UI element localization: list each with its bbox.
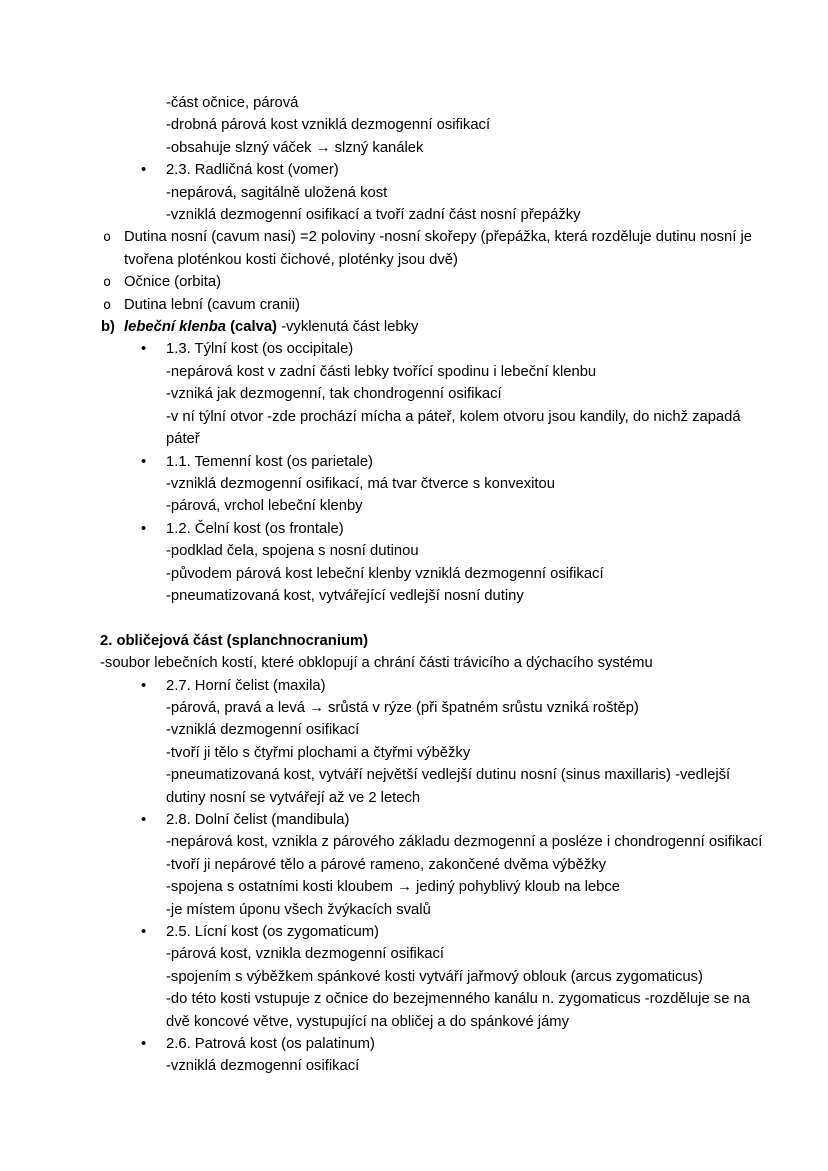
bullet-list-item <box>100 921 768 943</box>
blank-line <box>100 607 768 629</box>
circle-list-item <box>100 271 768 293</box>
paragraph-text: -vzniká jak dezmogenní, tak chondrogenní osifikací <box>166 386 502 403</box>
list-subtext <box>100 495 768 517</box>
text-run: lebeční klenba <box>124 319 231 336</box>
paragraph-text: 1.3. Týlní kost (os occipitale) <box>166 341 354 358</box>
list-subtext <box>100 876 768 898</box>
section-heading <box>100 630 768 652</box>
bullet-marker: • <box>141 453 147 470</box>
paragraph-text: 1.1. Temenní kost (os parietale) <box>166 453 373 470</box>
bullet-list-item <box>100 338 768 360</box>
circle-list-item <box>100 226 768 271</box>
paragraph-text: -je místem úponu všech žvýkacích svalů <box>166 901 431 918</box>
paragraph-text: Očnice (orbita) <box>124 274 222 291</box>
list-subtext <box>100 585 768 607</box>
circle-marker: o <box>103 229 112 246</box>
text-run: (calva) <box>230 319 277 336</box>
list-subtext <box>100 473 768 495</box>
list-subtext <box>100 361 768 383</box>
paragraph-text: -pneumatizovaná kost, vytvářející vedlejší nosní dutiny <box>166 587 524 604</box>
paragraph-text: -v ní týlní otvor -zde prochází mícha a páteř, kolem otvoru jsou kandily, do nichž zapadá páteř <box>166 408 741 448</box>
paragraph-text: 1.2. Čelní kost (os frontale) <box>166 520 344 537</box>
bullet-marker: • <box>141 677 147 694</box>
bullet-marker: • <box>141 924 147 941</box>
paragraph-text: -soubor lebečních kostí, které obklopují a chrání části trávicího a dýchacího systému <box>100 655 653 672</box>
paragraph-text: -vzniklá dezmogenní osifikací, má tvar čtverce s konvexitou <box>166 475 555 492</box>
paragraph-text: -do této kosti vstupuje z očnice do bezejmenného kanálu n. zygomaticus -rozděluje se na dvě koncové větve, vystupující na obličej a do spánkové jámy <box>166 991 750 1030</box>
paragraph-text: -nepárová kost v zadní části lebky tvořící spodinu i lebeční klenbu <box>166 363 597 380</box>
bullet-marker: • <box>141 1036 147 1053</box>
bullet-list-item <box>100 1033 768 1055</box>
paragraph-text <box>124 319 418 335</box>
paragraph-text: -obsahuje slzný váček → slzný kanálek <box>166 139 424 156</box>
paragraph-text: 2.5. Lícní kost (os zygomaticum) <box>166 924 379 941</box>
list-subtext <box>100 182 768 204</box>
list-subtext <box>100 943 768 965</box>
paragraph-text: -vzniklá dezmogenní osifikací a tvoří zadní část nosní přepážky <box>166 207 581 224</box>
circle-list-item <box>100 294 768 316</box>
text-run: -vyklenutá část lebky <box>276 319 419 336</box>
paragraph-text: 2.8. Dolní čelist (mandibula) <box>166 811 350 828</box>
list-subtext <box>100 854 768 876</box>
letter-list-item <box>100 316 768 338</box>
list-subtext <box>100 137 768 159</box>
list-subtext <box>100 742 768 764</box>
list-subtext <box>100 899 768 921</box>
circle-marker: o <box>103 274 112 291</box>
list-subtext <box>100 540 768 562</box>
bullet-list-item <box>100 809 768 831</box>
list-subtext <box>100 831 768 853</box>
paragraph-text: 2.3. Radličná kost (vomer) <box>166 162 339 179</box>
bullet-list-item <box>100 518 768 540</box>
paragraph-text: -nepárová kost, vznikla z párového základu dezmogenní a posléze i chondrogenní osifikací <box>166 834 763 851</box>
paragraph-text: -spojena s ostatními kosti kloubem → jediný pohyblivý kloub na lebce <box>166 879 621 896</box>
list-subtext <box>100 383 768 405</box>
bullet-marker: • <box>141 811 147 828</box>
list-subtext <box>100 697 768 719</box>
list-subtext <box>100 563 768 585</box>
circle-marker: o <box>103 296 112 313</box>
list-subtext <box>100 988 768 1033</box>
paragraph-text: -drobná párová kost vzniklá dezmogenní osifikací <box>166 117 491 134</box>
list-subtext <box>100 114 768 136</box>
bullet-marker: • <box>141 341 147 358</box>
paragraph-text: -párová, vrchol lebeční klenby <box>166 498 363 515</box>
paragraph-text: -podklad čela, spojena s nosní dutinou <box>166 543 419 560</box>
paragraph-text: -tvoří ji nepárové tělo a párové rameno, zakončené dvěma výběžky <box>166 856 607 873</box>
paragraph-text: 2. obličejová část (splanchnocranium) <box>100 632 369 649</box>
document-body <box>100 92 768 1078</box>
list-subtext <box>100 966 768 988</box>
paragraph-text: Dutina nosní (cavum nasi) =2 poloviny -nosní skořepy (přepážka, která rozděluje dutinu nosní je tvořena ploténkou kosti čichové, ploténky jsou dvě) <box>124 229 752 268</box>
body-text <box>100 652 768 674</box>
bullet-list-item <box>100 159 768 181</box>
list-subtext <box>100 204 768 226</box>
paragraph-text: -spojením s výběžkem spánkové kosti vytváří jařmový oblouk (arcus zygomaticus) <box>166 968 703 985</box>
bullet-marker: • <box>141 520 147 537</box>
paragraph-text: -párová, pravá a levá → srůstá v rýze (při špatném srůstu vzniká roštěp) <box>166 699 639 716</box>
list-subtext <box>100 719 768 741</box>
paragraph-text: Dutina lební (cavum cranii) <box>124 296 300 313</box>
paragraph-text: -nepárová, sagitálně uložená kost <box>166 184 388 201</box>
list-subtext <box>100 92 768 114</box>
bullet-list-item <box>100 675 768 697</box>
list-subtext <box>100 406 768 451</box>
list-subtext <box>100 764 768 809</box>
bullet-list-item <box>100 451 768 473</box>
paragraph-text: -pneumatizovaná kost, vytváří největší vedlejší dutinu nosní (sinus maxillaris) -vedlejší dutiny nosní se vytvářejí až ve 2 letech <box>166 767 731 806</box>
paragraph-text: -vzniklá dezmogenní osifikací <box>166 722 360 739</box>
bullet-marker: • <box>141 162 147 179</box>
paragraph-text: 2.6. Patrová kost (os palatinum) <box>166 1036 375 1053</box>
paragraph-text: -původem párová kost lebeční klenby vzniklá dezmogenní osifikací <box>166 565 604 582</box>
list-subtext <box>100 1055 768 1077</box>
paragraph-text: -tvoří ji tělo s čtyřmi plochami a čtyřmi výběžky <box>166 744 471 761</box>
paragraph-text: 2.7. Horní čelist (maxila) <box>166 677 326 694</box>
letter-marker: b) <box>101 319 115 336</box>
paragraph-text: -párová kost, vznikla dezmogenní osifikací <box>166 946 444 963</box>
paragraph-text: -vzniklá dezmogenní osifikací <box>166 1058 360 1075</box>
paragraph-text: -část očnice, párová <box>166 95 299 111</box>
